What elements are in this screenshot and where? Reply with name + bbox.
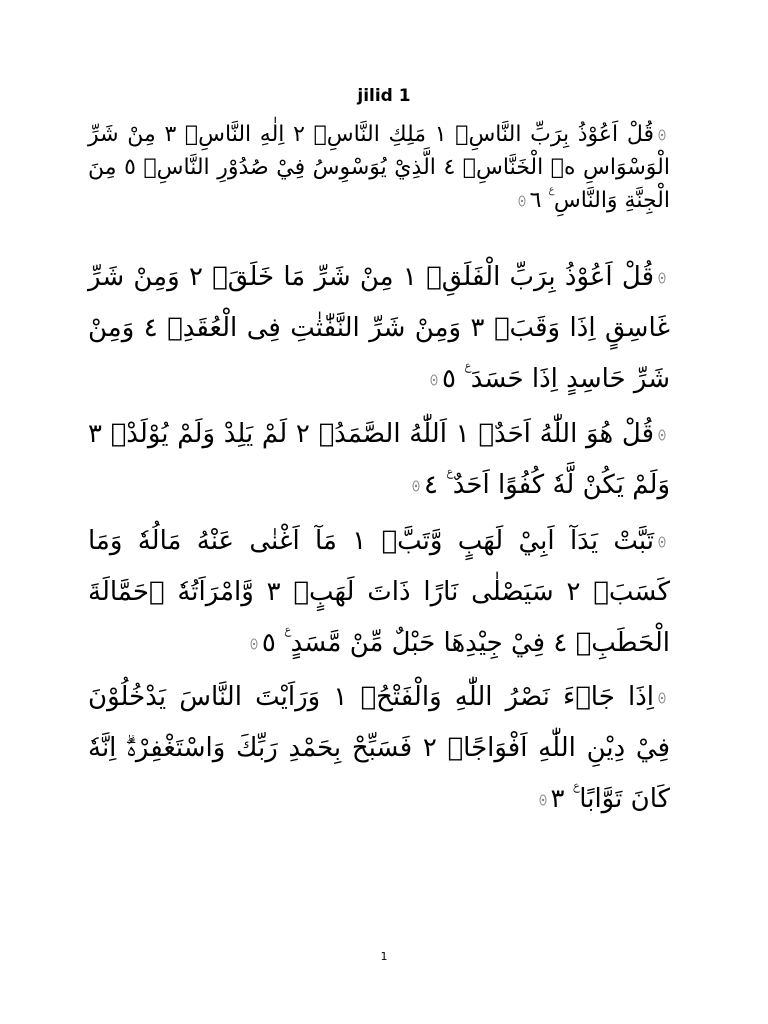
verse-text: قُلْ اَعُوْذُ بِرَبِّ النَّاسِۙ ١ مَلِكِ النَّاسِۙ ٢ اِلٰهِ النَّاسِۙ ٣ مِنْ شَرِّ الْوَسْوَاسِ ەۙ الْخَنَّاسِۖ ٤ الَّذِيْ يُوَسْوِسُ فِيْ صُدُوْرِ النَّاسِۙ ٥ مِنَ الْجِنَّةِ وَالنَّاسِ ࣖ ٦ xyxy=(88,122,670,213)
surah-al-falaq xyxy=(88,252,670,405)
floral-ornament-icon xyxy=(657,129,667,141)
surah-al-ikhlas xyxy=(88,409,670,511)
page-number: 1 xyxy=(380,950,388,963)
floral-ornament-icon xyxy=(429,374,439,386)
floral-ornament-icon xyxy=(657,429,667,441)
verse-text: قُلْ هُوَ اللّٰهُ اَحَدٌۚ ١ اَللّٰهُ الصَّمَدُۚ ٢ لَمْ يَلِدْ وَلَمْ يُوْلَدْۙ ٣ وَلَمْ يَكُنْ لَّهٗ كُفُوًا اَحَدٌ ࣖ ٤ xyxy=(88,419,670,500)
surah-an-nas xyxy=(88,118,670,217)
surah-al-masad xyxy=(88,516,670,669)
floral-ornament-icon xyxy=(517,195,527,207)
floral-ornament-icon xyxy=(538,794,548,806)
page-title: jilid 1 xyxy=(357,86,411,106)
verse-text: تَبَّتْ يَدَآ اَبِيْ لَهَبٍ وَّتَبَّۗ ١ مَآ اَغْنٰى عَنْهُ مَالُهٗ وَمَا كَسَبَۗ ٢ سَيَصْلٰى نَارًا ذَاتَ لَهَبٍۙ ٣ وَّامْرَاَتُهٗ ۗحَمَّالَةَ الْحَطَبِۚ ٤ فِيْ جِيْدِهَا حَبْلٌ مِّنْ مَّسَدٍ ࣖ ٥ xyxy=(88,526,670,658)
verse-text: اِذَا جَاۤءَ نَصْرُ اللّٰهِ وَالْفَتْحُۙ ١ وَرَاَيْتَ النَّاسَ يَدْخُلُوْنَ فِيْ دِيْنِ اللّٰهِ اَفْوَاجًاۙ ٢ فَسَبِّحْ بِحَمْدِ رَبِّكَ وَاسْتَغْفِرْهُۗ اِنَّهٗ كَانَ تَوَّابًا ࣖ ٣ xyxy=(88,682,670,814)
floral-ornament-icon xyxy=(249,638,259,650)
floral-ornament-icon xyxy=(657,692,667,704)
surah-an-nasr xyxy=(88,672,670,825)
floral-ornament-icon xyxy=(657,272,667,284)
floral-ornament-icon xyxy=(411,480,421,492)
floral-ornament-icon xyxy=(657,536,667,548)
verse-text: قُلْ اَعُوْذُ بِرَبِّ الْفَلَقِۙ ١ مِنْ شَرِّ مَا خَلَقَۙ ٢ وَمِنْ شَرِّ غَاسِقٍ اِذَا وَقَبَۙ ٣ وَمِنْ شَرِّ النَّفّٰثٰتِ فِى الْعُقَدِۙ ٤ وَمِنْ شَرِّ حَاسِدٍ اِذَا حَسَدَ ࣖ ٥ xyxy=(88,262,670,394)
